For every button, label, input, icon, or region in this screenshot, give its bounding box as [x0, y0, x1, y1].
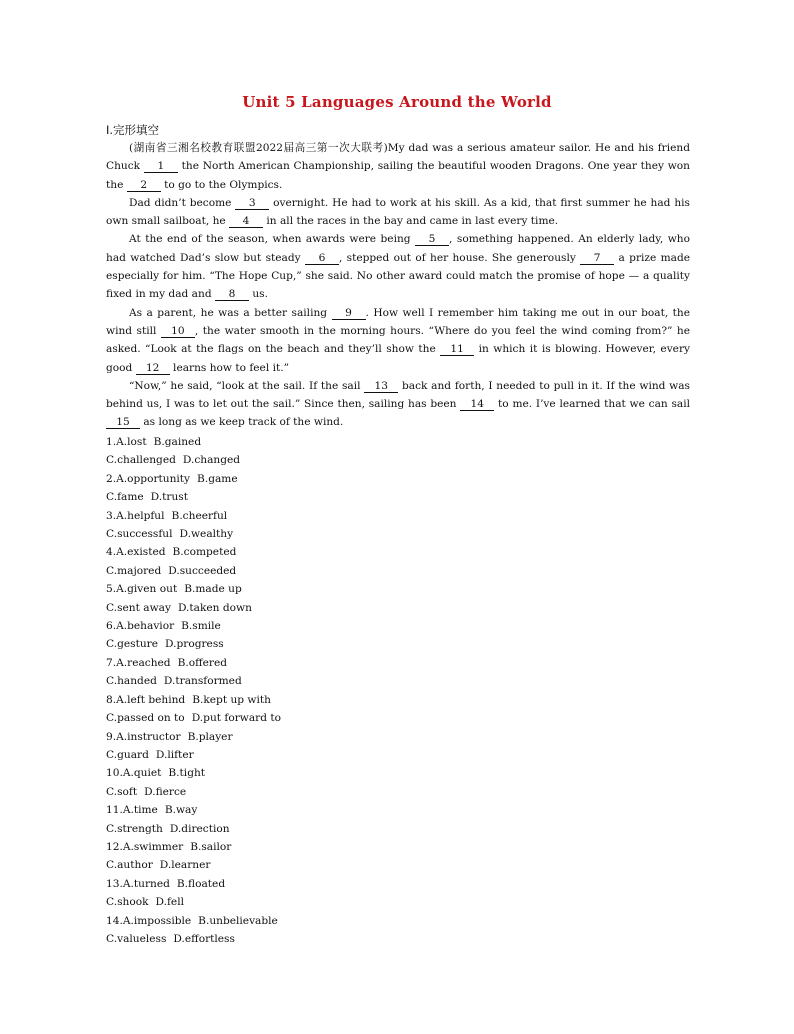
paragraph-3 — [106, 230, 690, 303]
option-a: 7.A.reached — [106, 656, 171, 669]
option-d: D.wealthy — [179, 528, 234, 541]
blank-9: 9 — [332, 308, 366, 320]
text-run: , the water smooth in the morning hours. “Where do you feel the wind coming from?” he asked. “Look at the flags on the beach and they’ll show the — [106, 324, 690, 356]
option-line — [106, 617, 406, 635]
option-a: 12.A.swimmer — [106, 840, 184, 853]
option-line — [106, 562, 406, 580]
option-line — [106, 543, 406, 561]
option-a: 4.A.existed — [106, 546, 166, 559]
option-a: 2.A.opportunity — [106, 472, 191, 485]
text-run: to go to the Olympics. — [160, 178, 283, 191]
option-b: B.game — [197, 472, 238, 485]
option-line — [106, 875, 406, 893]
option-line — [106, 507, 406, 525]
option-line — [106, 654, 406, 672]
option-b: B.floated — [176, 877, 226, 890]
option-d: D.progress — [165, 638, 224, 651]
blank-8: 8 — [215, 289, 249, 301]
option-c: C.author — [106, 859, 153, 872]
option-line — [106, 580, 406, 598]
blank-14: 14 — [460, 399, 494, 411]
blank-7: 7 — [580, 253, 614, 265]
text-run: us. — [248, 288, 268, 301]
option-c: C.shook — [106, 896, 149, 909]
text-run: . How well I remember him taking me out in our boat, the wind still — [106, 306, 690, 337]
option-b: B.player — [187, 730, 233, 743]
option-line — [106, 691, 406, 709]
text-run: learns how to feel it.” — [169, 361, 290, 374]
text-run: As a parent, he was a better sailing — [129, 306, 332, 319]
option-c: C.challenged — [106, 454, 176, 467]
option-line — [106, 433, 406, 451]
option-line — [106, 746, 406, 764]
option-line — [106, 801, 406, 819]
option-a: 13.A.turned — [106, 877, 170, 890]
text-run: a prize made especially for him. “The Hope Cup,” she said. No other award could match the promise of hope — a quality fixed in my dad and — [106, 251, 690, 301]
option-c: C.handed — [106, 675, 157, 688]
text-run: the North American Championship, sailing the beautiful wooden Dragons. One year they won the — [106, 160, 690, 191]
option-c: C.gesture — [106, 638, 158, 651]
text-run: “Now,” he said, “look at the sail. If the sail — [129, 379, 365, 392]
source-note: (湖南省三湘名校教育联盟2022届高三第一次大联考) — [129, 142, 388, 154]
option-line — [106, 488, 406, 506]
option-d: D.lifter — [155, 748, 194, 761]
option-line — [106, 672, 406, 690]
blank-1: 1 — [144, 161, 178, 173]
option-d: D.learner — [159, 859, 211, 872]
option-b: B.unbelievable — [198, 914, 278, 927]
text-run: My dad was a serious amateur sailor. He and his friend Chuck — [106, 142, 690, 173]
option-line — [106, 599, 406, 617]
blank-11: 11 — [440, 344, 474, 356]
option-line — [106, 838, 406, 856]
option-line — [106, 470, 406, 488]
option-d: D.succeeded — [168, 564, 237, 577]
text-run: At the end of the season, when awards were being — [129, 233, 416, 246]
option-c: C.majored — [106, 564, 162, 577]
option-d: D.effortless — [173, 932, 235, 945]
text-run: in which it is blowing. However, every good — [106, 343, 691, 374]
option-c: C.strength — [106, 822, 163, 835]
option-d: D.direction — [169, 822, 230, 835]
paragraph-4 — [106, 304, 690, 377]
option-d: D.trust — [150, 491, 188, 504]
option-a: 14.A.impossible — [106, 914, 192, 927]
option-a: 10.A.quiet — [106, 767, 162, 780]
option-c: C.valueless — [106, 932, 167, 945]
paragraph-5 — [106, 377, 690, 432]
option-a: 1.A.lost — [106, 436, 147, 448]
option-a: 11.A.time — [106, 804, 158, 817]
option-a: 8.A.left behind — [106, 693, 186, 706]
option-line — [106, 764, 406, 782]
option-b: B.smile — [181, 620, 221, 633]
option-line — [106, 635, 406, 653]
option-d: D.fierce — [144, 785, 187, 798]
option-b: B.competed — [172, 546, 237, 559]
option-b: B.made up — [184, 583, 242, 596]
option-a: 5.A.given out — [106, 583, 178, 596]
blank-12: 12 — [136, 363, 170, 375]
text-run: in all the races in the bay and came in last every time. — [263, 215, 559, 228]
paragraph-1 — [106, 139, 690, 194]
text-run: to me. I’ve learned that we can sail — [494, 398, 690, 411]
option-d: D.taken down — [177, 601, 252, 614]
blank-6: 6 — [305, 253, 339, 265]
blank-15: 15 — [106, 417, 140, 429]
option-line — [106, 893, 406, 911]
text-run: as long as we keep track of the wind. — [140, 416, 344, 429]
blank-2: 2 — [127, 180, 161, 192]
blank-13: 13 — [364, 381, 398, 393]
option-b: B.gained — [153, 436, 202, 448]
option-c: C.successful — [106, 528, 173, 541]
text-run: , stepped out of her house. She generously — [338, 251, 581, 264]
option-a: 3.A.helpful — [106, 509, 165, 522]
option-line — [106, 930, 406, 948]
option-line — [106, 912, 406, 930]
option-c: C.guard — [106, 748, 149, 761]
option-a: 6.A.behavior — [106, 620, 175, 633]
option-c: C.fame — [106, 491, 144, 504]
option-line — [106, 451, 406, 469]
page-title: Unit 5 Languages Around the World — [242, 93, 552, 111]
option-line — [106, 820, 406, 838]
cloze-passage — [106, 139, 690, 432]
option-b: B.offered — [177, 656, 228, 669]
section-heading: Ⅰ.完形填空 — [106, 123, 160, 137]
text-run: back and forth, I needed to pull in it. If the wind was behind us, I was to let out the sail.” Since then, sailing has been — [106, 379, 690, 411]
option-line — [106, 783, 406, 801]
option-line — [106, 856, 406, 874]
option-c: C.soft — [106, 785, 138, 798]
option-line — [106, 728, 406, 746]
option-a: 9.A.instructor — [106, 730, 181, 743]
option-d: D.fell — [155, 896, 184, 909]
option-b: B.way — [164, 804, 198, 817]
option-c: C.passed on to — [106, 712, 185, 725]
option-b: B.cheerful — [171, 509, 228, 522]
option-d: D.changed — [182, 454, 241, 467]
option-d: D.put forward to — [191, 712, 281, 725]
text-run: overnight. He had to work at his skill. As a kid, that first summer he had his own small sailboat, he — [106, 196, 690, 228]
blank-4: 4 — [229, 216, 263, 228]
blank-10: 10 — [161, 326, 195, 338]
blank-5: 5 — [415, 234, 449, 246]
option-b: B.kept up with — [192, 693, 271, 706]
paragraph-2 — [106, 194, 690, 231]
answer-options — [106, 433, 406, 948]
option-b: B.sailor — [190, 840, 232, 853]
option-c: C.sent away — [106, 601, 171, 614]
text-run: , something happened. An elderly lady, who had watched Dad’s slow but steady — [106, 233, 690, 264]
option-line — [106, 525, 406, 543]
option-b: B.tight — [168, 767, 206, 780]
text-run: Dad didn’t become — [129, 196, 236, 209]
option-line — [106, 709, 406, 727]
blank-3: 3 — [235, 198, 269, 210]
option-d: D.transformed — [163, 675, 242, 688]
